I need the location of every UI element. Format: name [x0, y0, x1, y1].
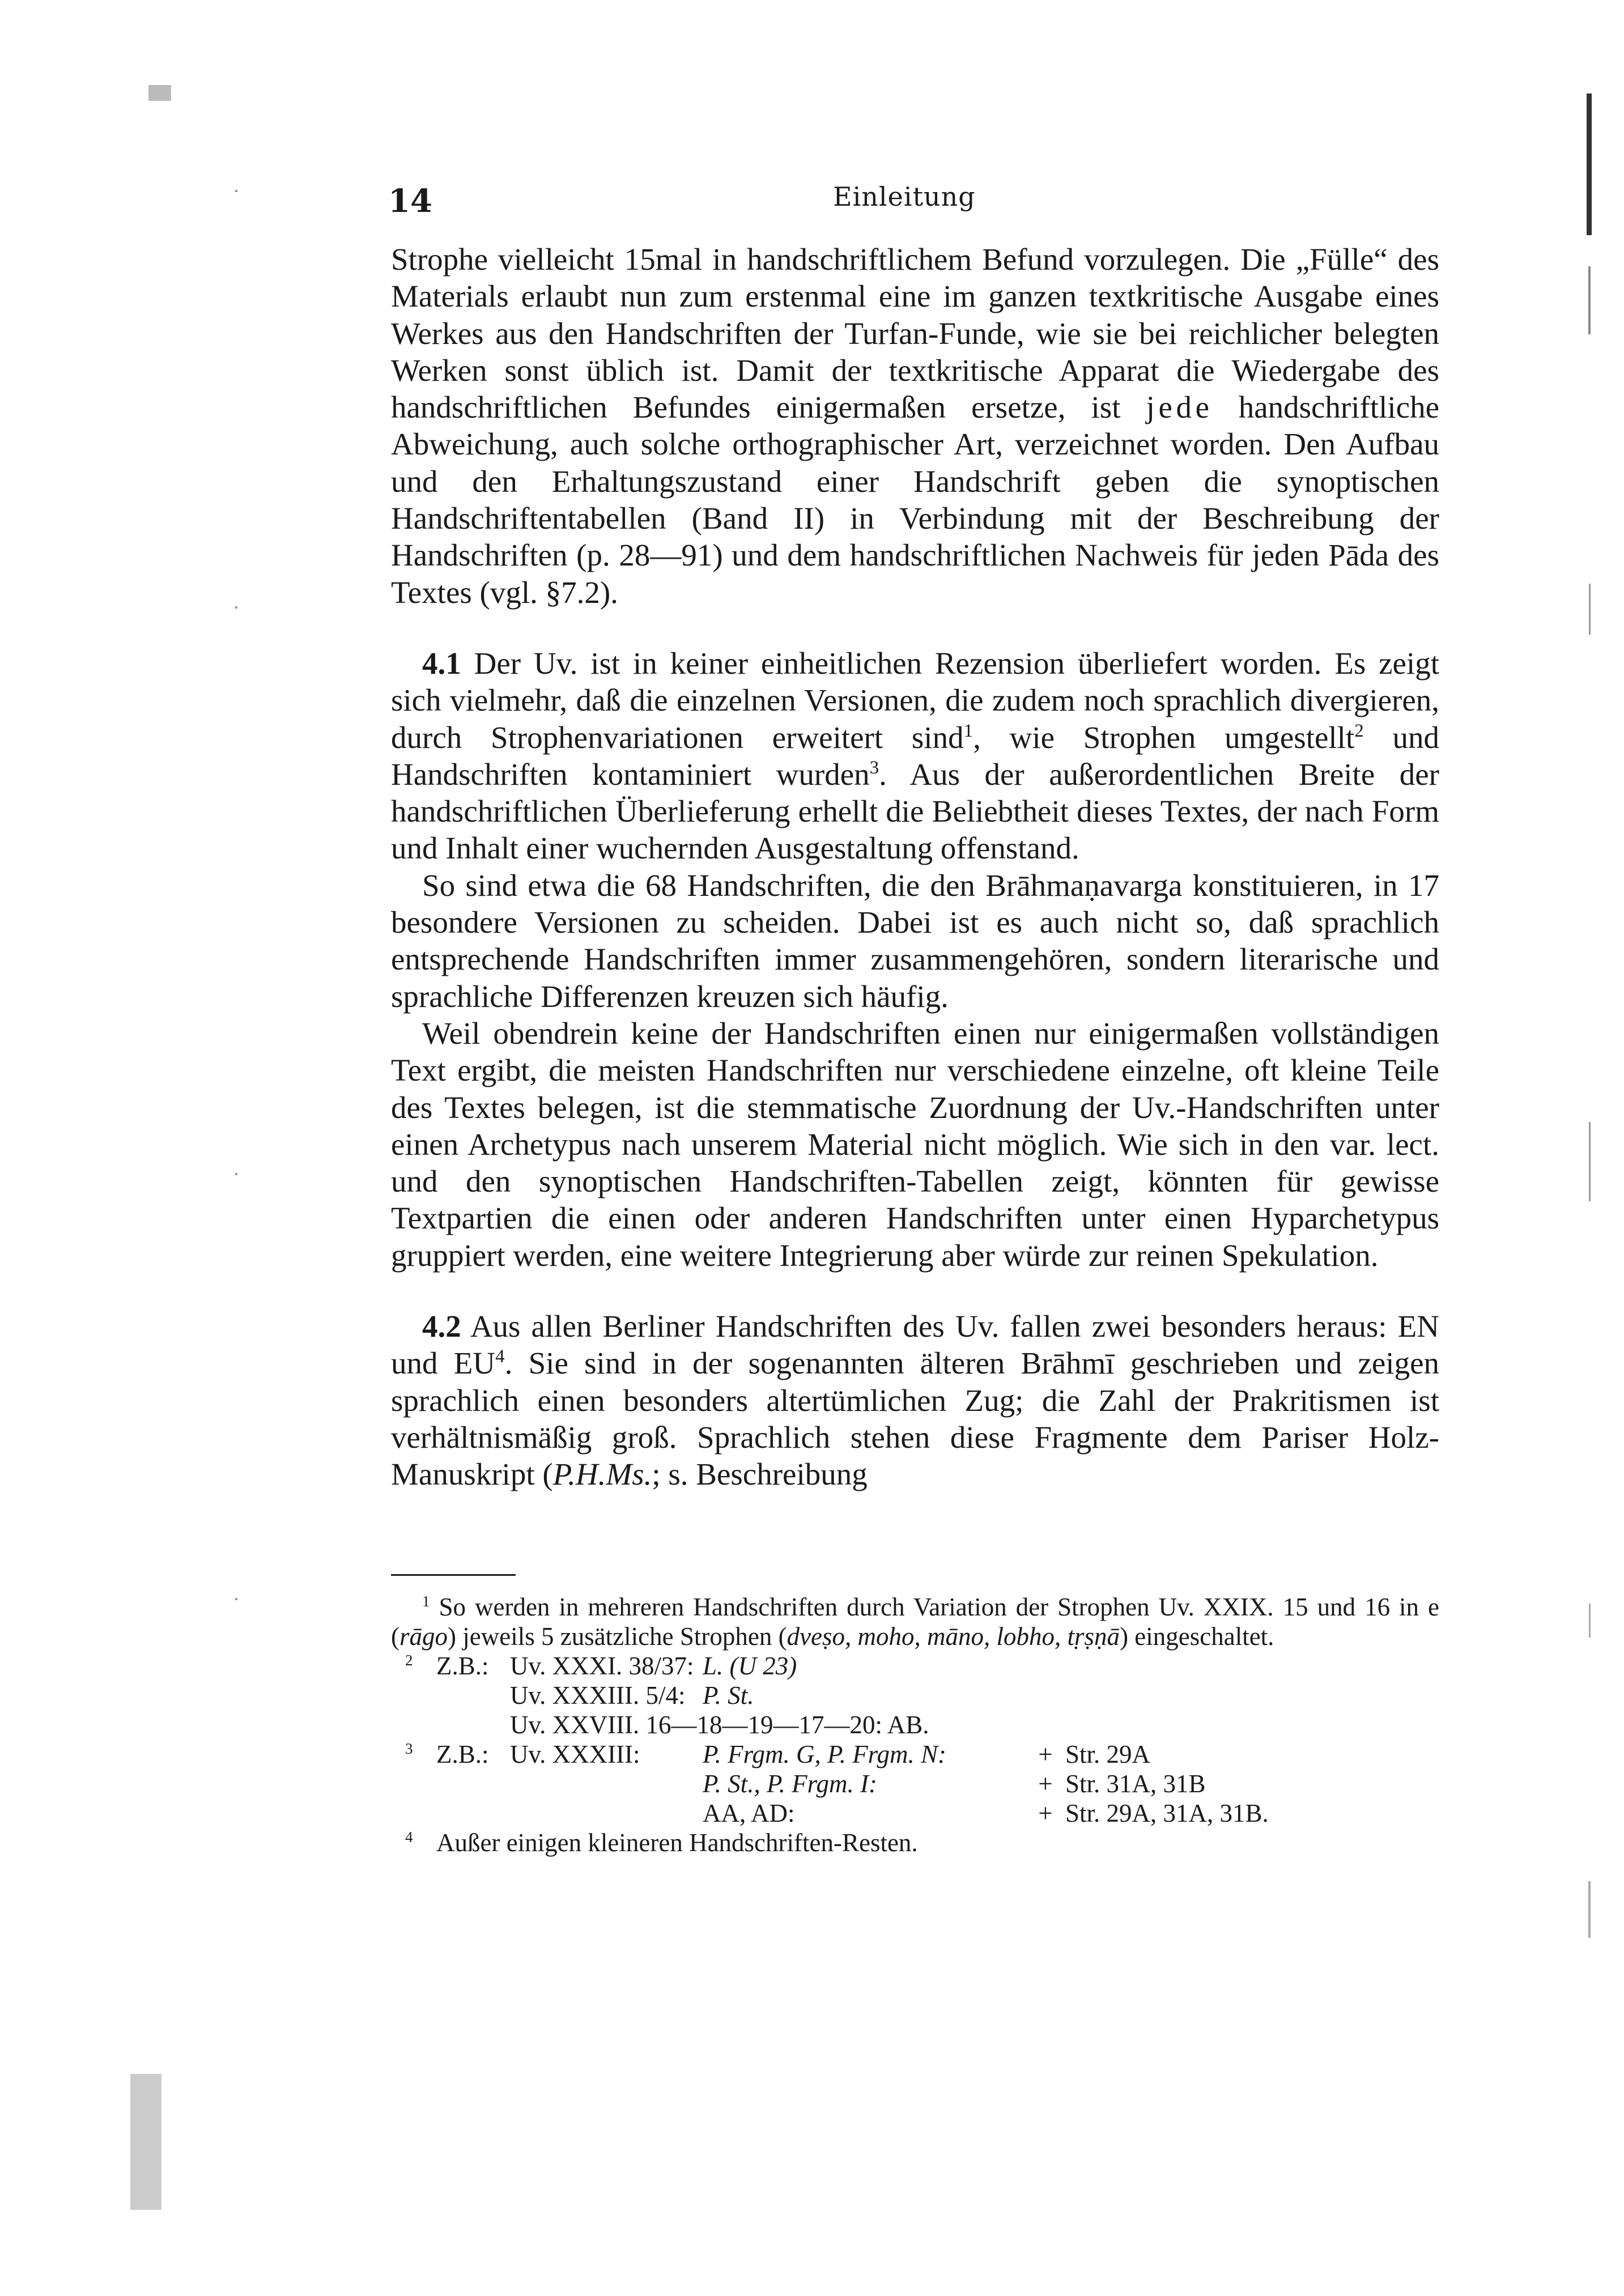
footnote-marker-number: 2 [405, 1651, 413, 1669]
footnote-row [391, 1769, 1439, 1798]
footnote-row [391, 1740, 1439, 1769]
footnote-italic: dveṣo, moho, māno, lobho, tṛṣṇā [787, 1622, 1120, 1651]
footnote-strophe-col: Str. 29A, 31A, 31B. [1065, 1799, 1269, 1827]
footnote-prefix: Z.B.: [436, 1652, 489, 1680]
margin-speck [235, 1173, 237, 1175]
footnote-text: So werden in mehreren Handschriften durch Variation der Strophen Uv. XXIX. 15 und 16 in e ( [391, 1593, 1440, 1651]
footnote-text: ) jeweils 5 zusätzliche Strophen ( [448, 1622, 787, 1651]
footnote-marker [391, 1651, 436, 1681]
footnote-marker [391, 1828, 436, 1857]
paragraph-3: So sind etwa die 68 Handschriften, die den Brāhmaṇavarga konstituieren, in 17 besondere Versionen zu scheiden. Dabei ist es auch nicht so, daß sprachlich entsprechende Handschriften immer zusammengehören, sondern literarische und sprachliche Differenzen kreuzen sich häufig. [391, 868, 1439, 1014]
footnote-row [391, 1651, 1439, 1681]
footnote-strophe-col: Str. 31A, 31B [1065, 1770, 1206, 1798]
binding-edge-mark [1589, 584, 1591, 635]
footnote-row [391, 1710, 1439, 1740]
footnote-row [391, 1798, 1439, 1828]
footnote-marker-number: 4 [405, 1828, 413, 1846]
paragraph-text: Aus allen Berliner Handschriften des Uv. fallen zwei besonders heraus: EN und EU [391, 1309, 1439, 1381]
paragraph-text: . Aus der außerordentlichen Breite der handschriftlichen Überlieferung erhellt die Beliebtheit dieses Textes, der nach Form und Inhalt einer wuchernden Ausgestaltung offenstand. [391, 756, 1439, 866]
page-number: 14 [388, 182, 432, 220]
margin-speck [235, 606, 237, 609]
footnote-marker: 1 [422, 1592, 430, 1610]
binding-edge-mark [1588, 266, 1591, 334]
footnote-ref-col: Uv. XXXIII: [510, 1740, 640, 1768]
footnote-3 [391, 1740, 1439, 1828]
footnote-1 [391, 1592, 1439, 1651]
paragraph-text: . Sie sind in der sogenannten älteren Brāhmī geschrieben und zeigen sprachlich einen besonders altertümlichen Zug; die Zahl der Prakritismen ist verhältnismäßig groß. Sprachlich stehen diese Fragmente dem Pariser Holz-Manuskript ( [391, 1346, 1439, 1492]
footnote-plus: + [1038, 1770, 1053, 1798]
footnote-plus: + [1038, 1799, 1053, 1827]
margin-speck [235, 1598, 237, 1600]
footnote-plus: + [1038, 1740, 1053, 1768]
footnotes [391, 1592, 1439, 1857]
footnote-ref-col: Uv. XXXIII. 5/4: [510, 1681, 686, 1710]
footnote-prefix: Z.B.: [436, 1740, 489, 1768]
footnote-mss-col: P. St., P. Frgm. I: [703, 1770, 877, 1798]
footnote-mss-col: P. Frgm. G, P. Frgm. N: [703, 1740, 947, 1768]
section-4-1 [391, 645, 1439, 867]
footnote-4 [391, 1828, 1439, 1857]
margin-speck [235, 190, 237, 192]
section-number: 4.1 [422, 645, 461, 681]
footnote-ref: 3 [869, 758, 879, 779]
margin-speck [130, 2074, 161, 2210]
paragraph-text: , wie Strophen umgestellt [973, 720, 1355, 755]
abbreviation: P.H.Ms. [552, 1457, 652, 1492]
margin-speck [148, 85, 171, 101]
binding-edge-mark [1587, 93, 1592, 235]
footnote-mss-col: P. St. [703, 1681, 754, 1710]
footnote-marker [391, 1740, 436, 1769]
footnote-mss-col: AA, AD: [703, 1799, 795, 1827]
paragraph-text: ; s. Beschreibung [652, 1457, 868, 1492]
running-head: Einleitung [833, 181, 976, 212]
footnote-ref: 4 [495, 1346, 505, 1367]
footnote-text: ) eingeschaltet. [1120, 1622, 1274, 1651]
paragraph-text: und Handschriften kontaminiert wurden [391, 720, 1440, 792]
footnote-ref-col: Uv. XXXI. 38/37: [510, 1652, 694, 1680]
body-text [391, 241, 1439, 1493]
footnote-2 [391, 1651, 1439, 1740]
paragraph-4: Weil obendrein keine der Handschriften einen nur einigermaßen vollständigen Text ergibt, die meisten Handschriften nur verschiedene einzelne, oft kleine Teile des Textes belegen, ist die stemmatische Zuordnung der Uv.-Handschriften unter einen Archetypus nach unserem Material nicht möglich. Wie sich in den var. lect. und den synoptischen Handschriften-Tabellen zeigt, könnten für gewisse Textpartien die einen oder anderen Handschriften unter einen Hyparchetypus gruppiert werden, eine weitere Integrierung aber würde zur reinen Spekulation. [391, 1015, 1439, 1273]
footnote-marker-number: 3 [405, 1740, 413, 1757]
footnote-ref-col: Uv. XXVIII. 16—18—19—17—20: AB. [510, 1711, 929, 1739]
paragraph-text: Der Uv. ist in keiner einheitlichen Rezension überliefert worden. Es zeigt sich vielmehr, daß die einzelnen Versionen, die zudem noch sprachlich divergieren, durch Strophenvariationen erweitert sind [391, 645, 1440, 755]
section-number: 4.2 [422, 1309, 461, 1344]
footnote-rule [391, 1574, 516, 1576]
footnote-strophe-col: Str. 29A [1065, 1740, 1151, 1768]
footnote-italic: rāgo [399, 1622, 448, 1651]
binding-edge-mark [1588, 1881, 1591, 1938]
paragraph-text: handschriftliche Abweichung, auch solche orthographischer Art, verzeichnet worden. Den Aufbau und den Erhaltungszustand einer Handschrift geben die synoptischen Handschriftentabellen (Band II) in Verbindung mit der Beschreibung der Handschriften (p. 28—91) und dem handschriftlichen Nachweis für jeden Pāda des Textes (vgl. §7.2). [391, 390, 1439, 610]
binding-edge-mark [1589, 1122, 1591, 1201]
paragraph-text: Strophe vielleicht 15mal in handschriftlichem Befund vorzulegen. Die „Fülle“ des Materials erlaubt nun zum erstenmal eine im ganzen textkritische Ausgabe eines Werkes aus den Handschriften der Turfan-Funde, wie sie bei reichlicher belegten Werken sonst üblich ist. Damit der textkritische Apparat die Wiedergabe des handschriftlichen Befundes einigermaßen ersetze, ist [391, 242, 1439, 425]
footnote-row [391, 1681, 1439, 1710]
footnote-mss-col: L. (U 23) [703, 1652, 797, 1680]
emphasized-word: jede [1146, 390, 1213, 425]
section-4-2 [391, 1308, 1439, 1493]
footnote-ref: 2 [1354, 720, 1364, 741]
binding-edge-mark [1589, 1604, 1591, 1638]
footnote-ref: 1 [963, 720, 973, 741]
paragraph-1 [391, 241, 1439, 611]
footnote-text: Außer einigen kleineren Handschriften-Resten. [436, 1829, 918, 1857]
